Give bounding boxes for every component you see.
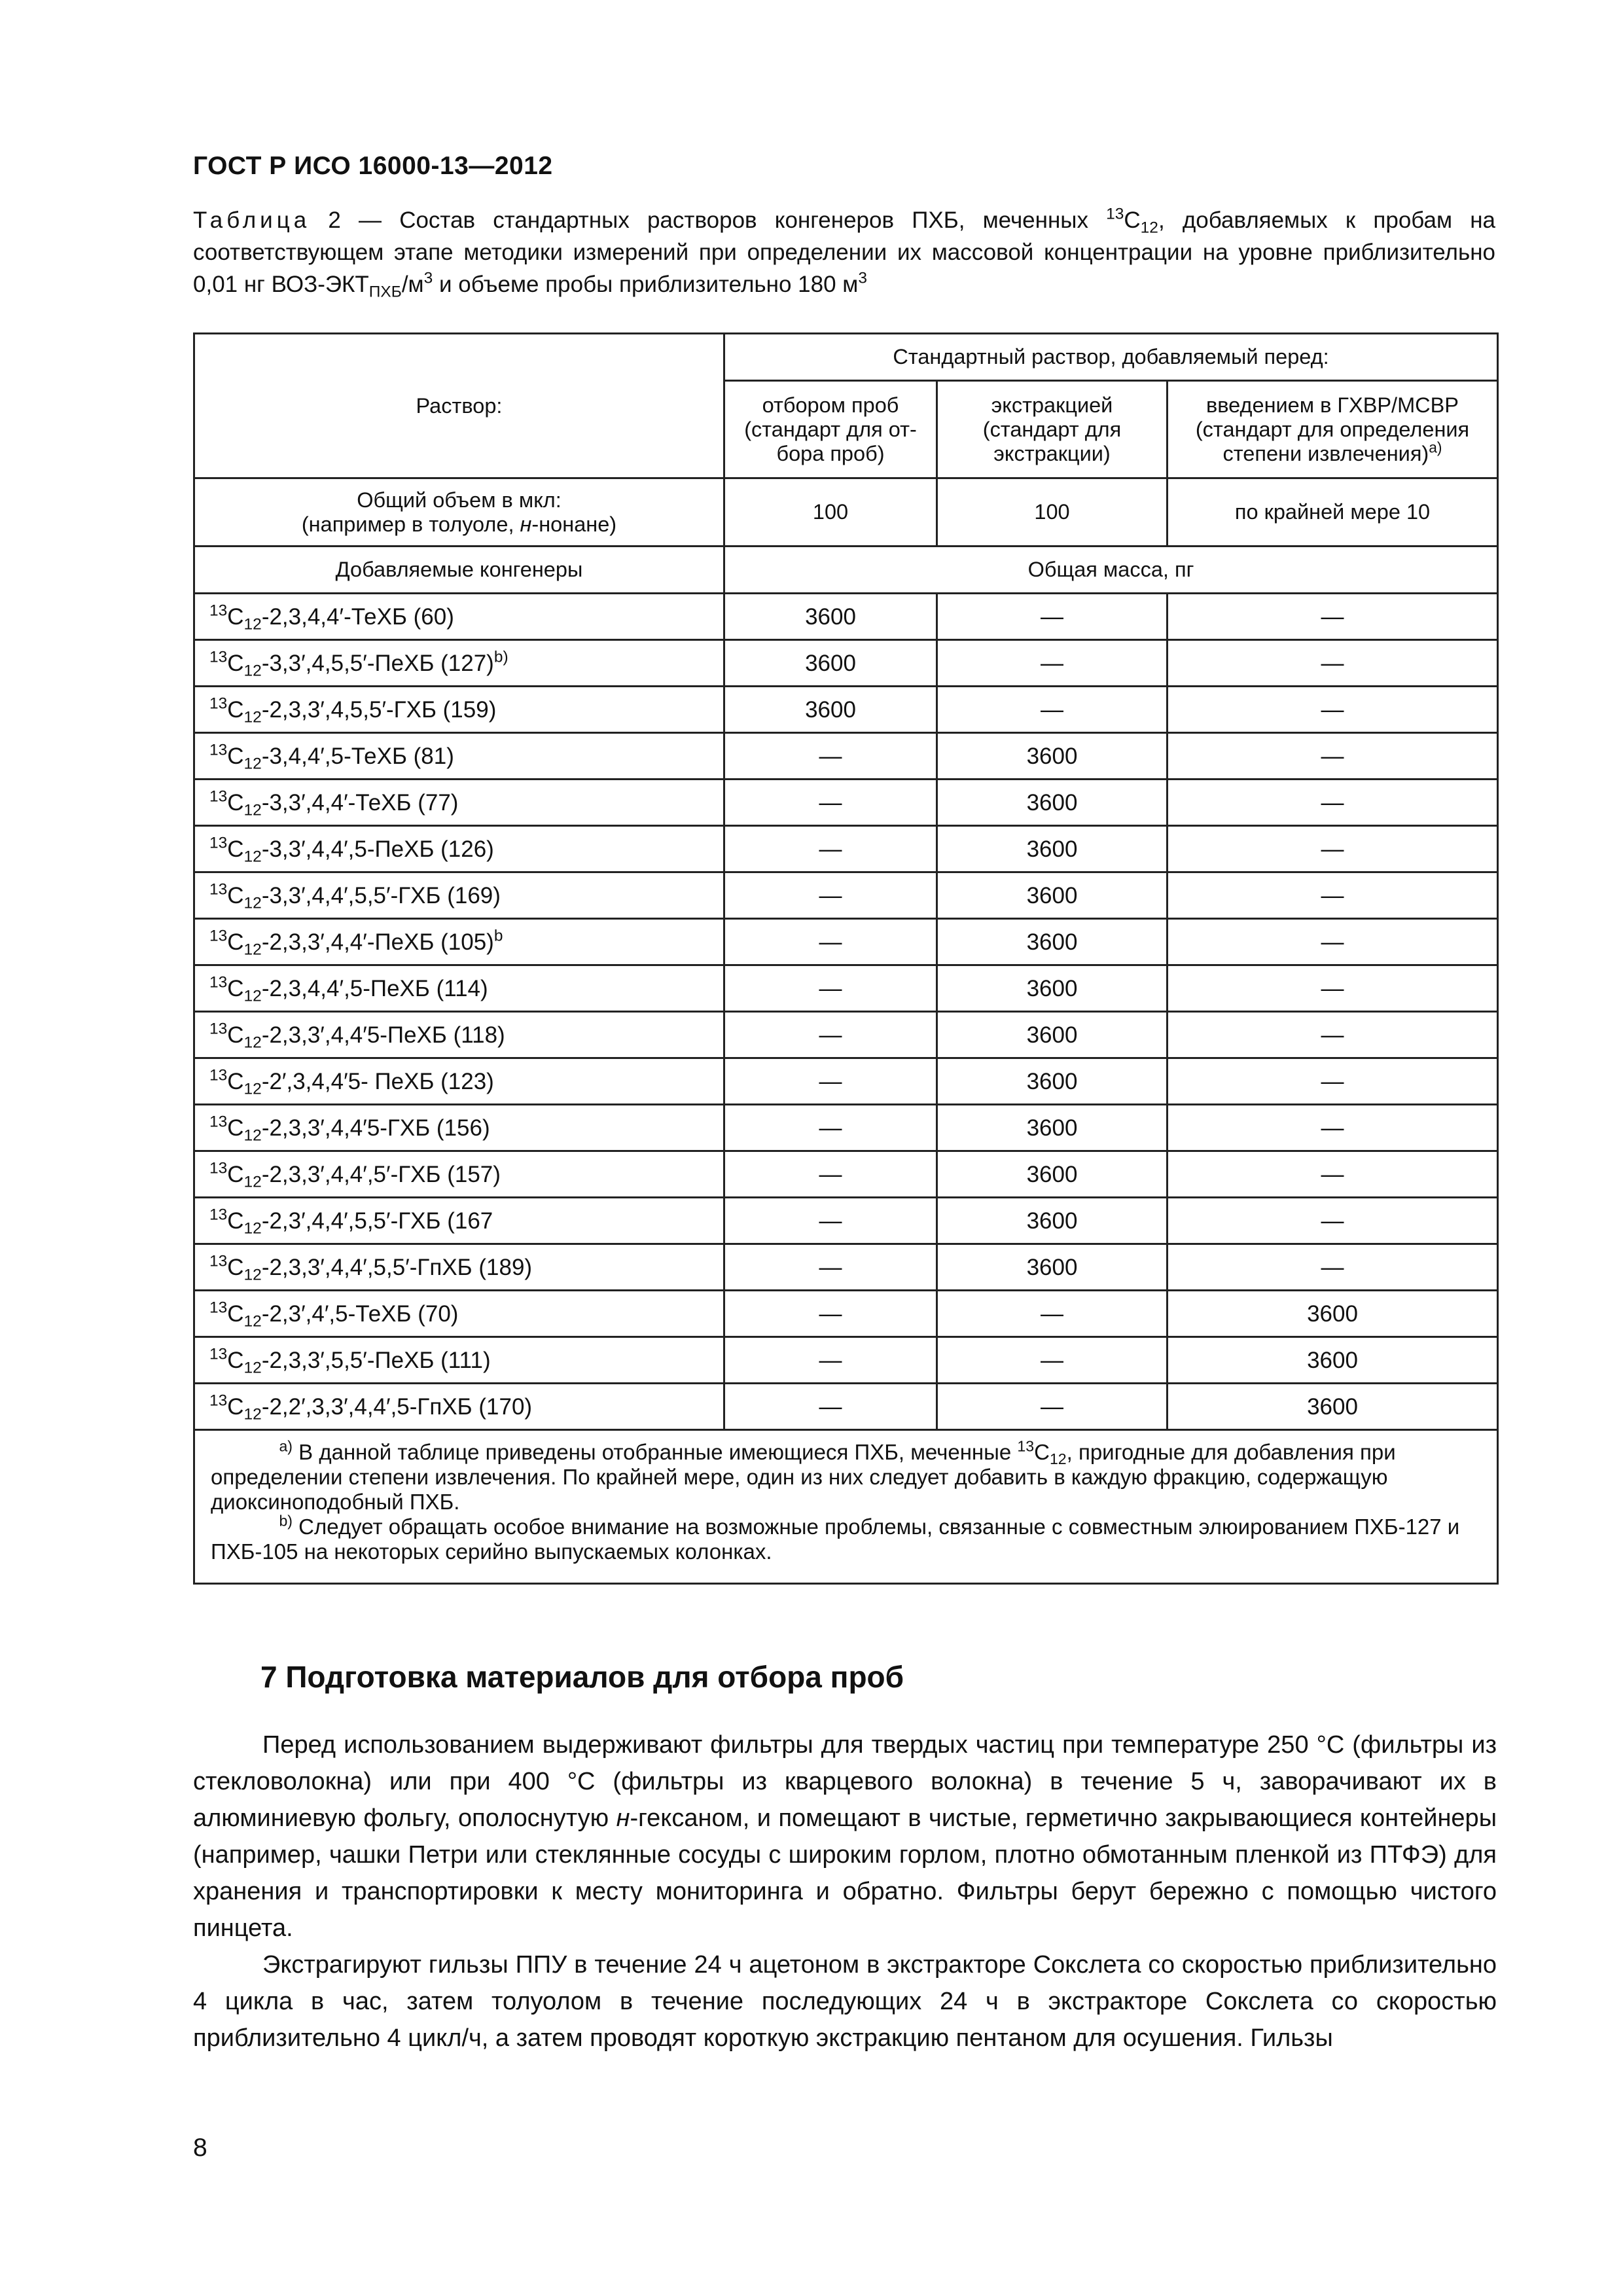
mass-sampling: — bbox=[724, 1244, 937, 1291]
mass-recovery: — bbox=[1168, 965, 1498, 1012]
mass-recovery: 3600 bbox=[1168, 1291, 1498, 1337]
mass-extraction: 3600 bbox=[937, 1198, 1168, 1244]
congener-name: $^{13}C_{12}-2,3,3',5,5'$-ПеХБ (111) bbox=[194, 1337, 724, 1384]
mass-sampling: — bbox=[724, 919, 937, 965]
header-extraction: экстракцией (стандарт для экстракции) bbox=[937, 381, 1168, 478]
mass-recovery: — bbox=[1168, 1198, 1498, 1244]
mass-recovery: — bbox=[1168, 1012, 1498, 1058]
table-row bbox=[194, 965, 1498, 1012]
mass-sampling: — bbox=[724, 965, 937, 1012]
mass-sampling: — bbox=[724, 1291, 937, 1337]
header-recovery: введением в ГХВР/МСВР (стандарт для определения степени извлечения)$^{a)}$ bbox=[1168, 381, 1498, 478]
table-row bbox=[194, 1291, 1498, 1337]
mass-recovery: — bbox=[1168, 1105, 1498, 1151]
table-row bbox=[194, 640, 1498, 687]
mass-sampling: — bbox=[724, 780, 937, 826]
congener-name: $^{13}C_{12}-2,3,3',4,4'5$-ГХБ (156) bbox=[194, 1105, 724, 1151]
mass-sampling: — bbox=[724, 826, 937, 872]
congener-name: $^{13}C_{12}-2,3,4,4',5$-ПеХБ (114) bbox=[194, 965, 724, 1012]
table-row bbox=[194, 1012, 1498, 1058]
table-row bbox=[194, 872, 1498, 919]
table-row bbox=[194, 687, 1498, 733]
table-row bbox=[194, 594, 1498, 640]
mass-extraction: 3600 bbox=[937, 733, 1168, 780]
congener-name: $^{13}C_{12}-2,3,3',4,4'$-ПеХБ $(105)^b$ bbox=[194, 919, 724, 965]
congener-name: $^{13}C_{12}-2,3',4',5$-ТеХБ (70) bbox=[194, 1291, 724, 1337]
mass-extraction: 3600 bbox=[937, 780, 1168, 826]
mass-recovery: — bbox=[1168, 1058, 1498, 1105]
congener-name: $^{13}C_{12}-2,3,3',4,4',5'$-ГХБ (157) bbox=[194, 1151, 724, 1198]
mass-recovery: — bbox=[1168, 1244, 1498, 1291]
mass-extraction: 3600 bbox=[937, 872, 1168, 919]
table-footnotes bbox=[194, 1430, 1498, 1584]
table-row bbox=[194, 1151, 1498, 1198]
mass-sampling: — bbox=[724, 1384, 937, 1430]
mass-extraction: — bbox=[937, 640, 1168, 687]
mass-recovery: — bbox=[1168, 872, 1498, 919]
congener-name: $^{13}C_{12}-3,3',4,4'$-ТеХБ (77) bbox=[194, 780, 724, 826]
caption-number: 2 bbox=[328, 207, 341, 233]
mass-recovery: — bbox=[1168, 640, 1498, 687]
added-congeners-label: Добавляемые конгенеры bbox=[194, 547, 724, 594]
congener-name: $^{13}C_{12}-2',3,4,4'5-$ ПеХБ (123) bbox=[194, 1058, 724, 1105]
mass-sampling: — bbox=[724, 1337, 937, 1384]
table-row bbox=[194, 1337, 1498, 1384]
mass-sampling: 3600 bbox=[724, 687, 937, 733]
paragraph-1: Перед использованием выдерживают фильтры для твердых частиц при температуре 250 °С (фильтры из стекловолокна) или при 400 °С (фильтры из кварцевого волокна) в течение 5 ч, заворачивают их в алюминиевую фольгу, ополоснутую н-гексаном, и помещают в чистые, герметично закрывающиеся контейнеры (например, чашки Петри или стеклянные сосуды с широким горлом, плотно обмотанным пленкой из ПТФЭ) для хранения и транспортировки к месту мониторинга и обратно. Фильтры берут бережно с помощью чистого пинцета. bbox=[193, 1731, 1497, 1942]
mass-extraction: 3600 bbox=[937, 1244, 1168, 1291]
congener-name: $^{13}C_{12}-2,3,3',4,5,5'$-ГХБ (159) bbox=[194, 687, 724, 733]
footnote-a: $^{a)}$ В данной таблице приведены отобранные имеющиеся ПХБ, меченные $^{13}C_{12}$, пригодные для добавления при определении степени извлечения. По крайней мере, один из них следует добавить в каждую фракцию, содержащую диоксиноподобный ПХБ. bbox=[211, 1437, 1396, 1514]
mass-sampling: — bbox=[724, 872, 937, 919]
table-row bbox=[194, 1384, 1498, 1430]
mass-extraction: 3600 bbox=[937, 1151, 1168, 1198]
congener-name: $^{13}C_{12}-2,3,4,4'$-ТеХБ (60) bbox=[194, 594, 724, 640]
mass-extraction: 3600 bbox=[937, 919, 1168, 965]
header-sampling: отбором проб (стандарт для от-бора проб) bbox=[724, 381, 937, 478]
volume-sampling: 100 bbox=[724, 478, 937, 547]
table-row bbox=[194, 826, 1498, 872]
mass-recovery: — bbox=[1168, 687, 1498, 733]
mass-recovery: — bbox=[1168, 733, 1498, 780]
congener-name: $^{13}C_{12}-3,4,4',5$-ТеХБ (81) bbox=[194, 733, 724, 780]
congeners-table bbox=[193, 332, 1499, 1585]
mass-extraction: — bbox=[937, 687, 1168, 733]
table-row bbox=[194, 1198, 1498, 1244]
mass-extraction: — bbox=[937, 594, 1168, 640]
paragraph-2: Экстрагируют гильзы ППУ в течение 24 ч ацетоном в экстракторе Сокслета со скоростью приблизительно 4 цикла в час, затем толуолом в течение последующих 24 ч в экстракторе Сокслета со скоростью приблизительно 4 цикл/ч, а затем проводят короткую экстракцию пентаном для осушения. Гильзы bbox=[193, 1951, 1497, 2052]
congener-name: $^{13}C_{12}-3,3',4,5,5'$-ПеХБ $(127)^{b)}$ bbox=[194, 640, 724, 687]
document-header: ГОСТ Р ИСО 16000-13—2012 bbox=[193, 152, 553, 180]
mass-recovery: 3600 bbox=[1168, 1337, 1498, 1384]
mass-extraction: 3600 bbox=[937, 1058, 1168, 1105]
mass-sampling: 3600 bbox=[724, 594, 937, 640]
table-row bbox=[194, 1244, 1498, 1291]
congener-name: $^{13}C_{12}-2,3',4,4',5,5'$-ГХБ (167 bbox=[194, 1198, 724, 1244]
congener-name: $^{13}C_{12}-2,2',3,3',4,4',5$-ГпХБ (170) bbox=[194, 1384, 724, 1430]
volume-label: Общий объем в мкл: (например в толуоле, н-нонане) bbox=[194, 478, 724, 547]
congener-name: $^{13}C_{12}-2,3,3',4,4'5$-ПеХБ (118) bbox=[194, 1012, 724, 1058]
mass-extraction: — bbox=[937, 1291, 1168, 1337]
section-title: 7 Подготовка материалов для отбора проб bbox=[260, 1660, 904, 1694]
table-row bbox=[194, 919, 1498, 965]
mass-sampling: — bbox=[724, 1012, 937, 1058]
mass-sampling: — bbox=[724, 733, 937, 780]
mass-recovery: 3600 bbox=[1168, 1384, 1498, 1430]
volume-extraction: 100 bbox=[937, 478, 1168, 547]
congener-name: $^{13}C_{12}-3,3',4,4',5,5'$-ГХБ (169) bbox=[194, 872, 724, 919]
table-row bbox=[194, 1105, 1498, 1151]
congener-name: $^{13}C_{12}-2,3,3',4,4',5,5'$-ГпХБ (189) bbox=[194, 1244, 724, 1291]
mass-sampling: — bbox=[724, 1105, 937, 1151]
mass-extraction: 3600 bbox=[937, 826, 1168, 872]
mass-extraction: — bbox=[937, 1337, 1168, 1384]
header-solution: Раствор: bbox=[194, 334, 724, 478]
mass-extraction: 3600 bbox=[937, 1105, 1168, 1151]
mass-extraction: — bbox=[937, 1384, 1168, 1430]
mass-recovery: — bbox=[1168, 826, 1498, 872]
table-caption: Таблица 2 — Состав стандартных растворов конгенеров ПХБ, меченных $^{13}C_{12}$, добавляемых к пробам на соответствующем этапе методики измерений при определении их массовой концентрации на уровне приблизительно 0,01 нг ВОЗ-$ЭКТ_{ПХБ}/м^3$ и объеме пробы приблизительно 180 $м^3$ bbox=[193, 205, 1496, 301]
mass-sampling: — bbox=[724, 1058, 937, 1105]
mass-sampling: 3600 bbox=[724, 640, 937, 687]
mass-recovery: — bbox=[1168, 594, 1498, 640]
header-standard-group: Стандартный раствор, добавляемый перед: bbox=[724, 334, 1498, 381]
mass-recovery: — bbox=[1168, 780, 1498, 826]
footnote-b: $^{b)}$ Следует обращать особое внимание на возможные проблемы, связанные с совместным элюированием ПХБ-127 и ПХБ-105 на некоторых серийно выпускаемых колонках. bbox=[211, 1512, 1460, 1564]
mass-sampling: — bbox=[724, 1151, 937, 1198]
table-row bbox=[194, 733, 1498, 780]
volume-recovery: по крайней мере 10 bbox=[1168, 478, 1498, 547]
table-row bbox=[194, 780, 1498, 826]
mass-extraction: 3600 bbox=[937, 1012, 1168, 1058]
table-row bbox=[194, 1058, 1498, 1105]
total-mass-label: Общая масса, пг bbox=[724, 547, 1498, 594]
mass-recovery: — bbox=[1168, 1151, 1498, 1198]
mass-extraction: 3600 bbox=[937, 965, 1168, 1012]
caption-label: Таблица bbox=[193, 207, 311, 233]
mass-sampling: — bbox=[724, 1198, 937, 1244]
page-number: 8 bbox=[193, 2134, 207, 2162]
mass-recovery: — bbox=[1168, 919, 1498, 965]
congener-name: $^{13}C_{12}-3,3',4,4',5$-ПеХБ (126) bbox=[194, 826, 724, 872]
